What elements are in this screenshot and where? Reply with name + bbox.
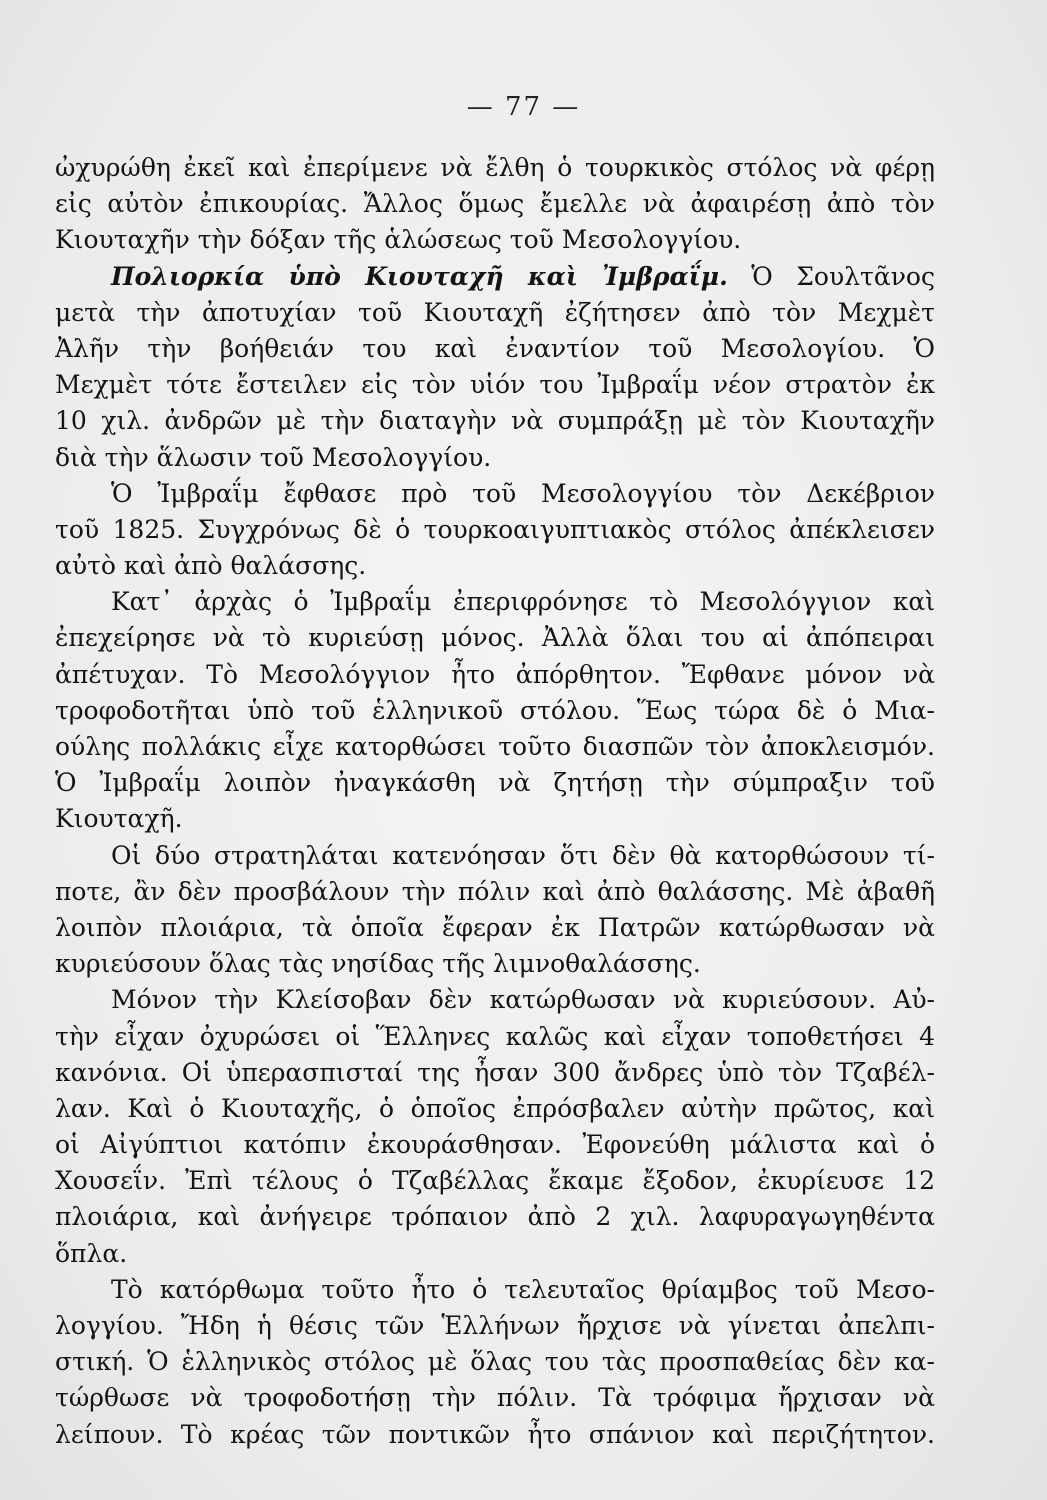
text-line: ούλης πολλάκις εἶχε κατορθώσει τοῦτο διασπῶν τὸν ἀποκλεισμόν. (55, 732, 935, 761)
text-line: Μεχμὲτ τότε ἔστειλεν εἰς τὸν υἱόν του Ἰμβραΐμ νέον στρατὸν ἐκ (55, 370, 935, 400)
text-line: κυριεύσουν ὅλας τὰς νησίδας τῆς λιμνοθαλάσσης. (55, 949, 701, 979)
text-line: λείπουν. Τὸ κρέας τῶν ποντικῶν ἦτο σπάνιον καὶ περιζήτητον. (55, 1419, 935, 1449)
text-line: στική. Ὁ ἑλληνικὸς στόλος μὲ ὅλας του τὰς προσπαθείας δὲν κα- (55, 1347, 935, 1377)
body-text (55, 150, 935, 1453)
text-line: διὰ τὴν ἅλωσιν τοῦ Μεσολογγίου. (55, 442, 492, 472)
section-heading: Πολιορκία ὑπὸ Κιουταχῆ καὶ Ἰμβραΐμ. (111, 261, 728, 291)
text-line: Οἱ δύο στρατηλάται κατενόησαν ὅτι δὲν θὰ κατορθώσουν τί- (111, 840, 935, 870)
text-line: Μόνον τὴν Κλείσοβαν δὲν κατώρθωσαν νὰ κυριεύσουν. Αὐ- (111, 985, 935, 1015)
text-line: τοῦ 1825. Συγχρόνως δὲ ὁ τουρκοαιγυπτιακὸς στόλος ἀπέκλεισεν (55, 514, 935, 544)
text-line: 10 χιλ. ἀνδρῶν μὲ τὴν διαταγὴν νὰ συμπράξῃ μὲ τὸν Κιουταχῆν (55, 406, 935, 436)
text-line: κανόνια. Οἱ ὑπερασπισταί της ἦσαν 300 ἄνδρες ὑπὸ τὸν Τζαβέλ- (55, 1057, 935, 1087)
text-line: Ὁ Ἰμβραΐμ ἔφθασε πρὸ τοῦ Μεσολογγίου τὸν Δεκέβριον (111, 478, 935, 508)
text-line: ὠχυρώθη ἐκεῖ καὶ ἐπερίμενε νὰ ἔλθη ὁ τουρκικὸς στόλος νὰ φέρῃ (55, 153, 935, 182)
text-line: Κατ᾽ ἀρχὰς ὁ Ἰμβραΐμ ἐπεριφρόνησε τὸ Μεσολόγγιον καὶ (111, 587, 935, 617)
text-span: Ὁ Σουλτᾶνος (751, 261, 935, 291)
text-line: Τὸ κατόρθωμα τοῦτο ἦτο ὁ τελευταῖος θρίαμβος τοῦ Μεσο- (111, 1274, 935, 1304)
text-line: ἐπεχείρησε νὰ τὸ κυριεύσῃ μόνος. Ἀλλὰ ὅλαι του αἱ ἀπόπειραι (55, 623, 935, 653)
text-line: πλοιάρια, καὶ ἀνήγειρε τρόπαιον ἀπὸ 2 χιλ. λαφυραγωγηθέντα (55, 1202, 935, 1232)
text-line: Ἀλῆν τὴν βοήθειάν του καὶ ἐναντίον τοῦ Μεσολογίου. Ὁ (55, 333, 935, 363)
text-line: Ὁ Ἰμβραΐμ λοιπὸν ἠναγκάσθη νὰ ζητήσῃ τὴν σύμπραξιν τοῦ (55, 768, 935, 798)
text-line: λοιπὸν πλοιάρια, τὰ ὁποῖα ἔφεραν ἐκ Πατρῶν κατώρθωσαν νὰ (55, 912, 935, 942)
text-line: οἱ Αἰγύπτιοι κατόπιν ἐκουράσθησαν. Ἐφονεύθη μάλιστα καὶ ὁ (55, 1130, 935, 1160)
text-line: λαν. Καὶ ὁ Κιουταχῆς, ὁ ὁποῖος ἐπρόσβαλεν αὐτὴν πρῶτος, καὶ (55, 1093, 935, 1123)
text-line: Κιουταχῆν τὴν δόξαν τῆς ἁλώσεως τοῦ Μεσολογγίου. (55, 225, 742, 255)
text-line: εἰς αὐτὸν ἐπικουρίας. Ἄλλος ὅμως ἔμελλε νὰ ἀφαιρέσῃ ἀπὸ τὸν (55, 189, 935, 219)
text-line: τὴν εἶχαν ὀχυρώσει οἱ Ἕλληνες καλῶς καὶ εἶχαν τοποθετήσει 4 (55, 1021, 935, 1051)
text-line: τώρθωσε νὰ τροφοδοτήσῃ τὴν πόλιν. Τὰ τρόφιμα ἤρχισαν νὰ (55, 1383, 935, 1413)
text-line: αὐτὸ καὶ ἀπὸ θαλάσσης. (55, 551, 367, 581)
text-line: μετὰ τὴν ἀποτυχίαν τοῦ Κιουταχῆ ἐζήτησεν ἀπὸ τὸν Μεχμὲτ (55, 297, 935, 327)
text-line: ὅπλα. (55, 1238, 128, 1268)
text-line: τροφοδοτῆται ὑπὸ τοῦ ἑλληνικοῦ στόλου. Ἕως τώρα δὲ ὁ Μια- (55, 695, 935, 725)
text-line: Κιουταχῆ. (55, 804, 183, 834)
text-line: λογγίου. Ἤδη ἡ θέσις τῶν Ἑλλήνων ἤρχισε νὰ γίνεται ἀπελπι- (55, 1311, 935, 1340)
page-number: — 77 — (466, 92, 581, 122)
text-line: ποτε, ἂν δὲν προσβάλουν τὴν πόλιν καὶ ἀπὸ θαλάσσης. Μὲ ἀβαθῆ (55, 876, 935, 906)
text-line: ἀπέτυχαν. Τὸ Μεσολόγγιον ἦτο ἀπόρθητον. Ἔφθανε μόνον νὰ (55, 659, 935, 689)
text-line: Χουσεΐν. Ἐπὶ τέλους ὁ Τζαβέλλας ἔκαμε ἔξοδον, ἐκυρίευσε 12 (55, 1166, 935, 1196)
section-heading-line (55, 259, 935, 295)
